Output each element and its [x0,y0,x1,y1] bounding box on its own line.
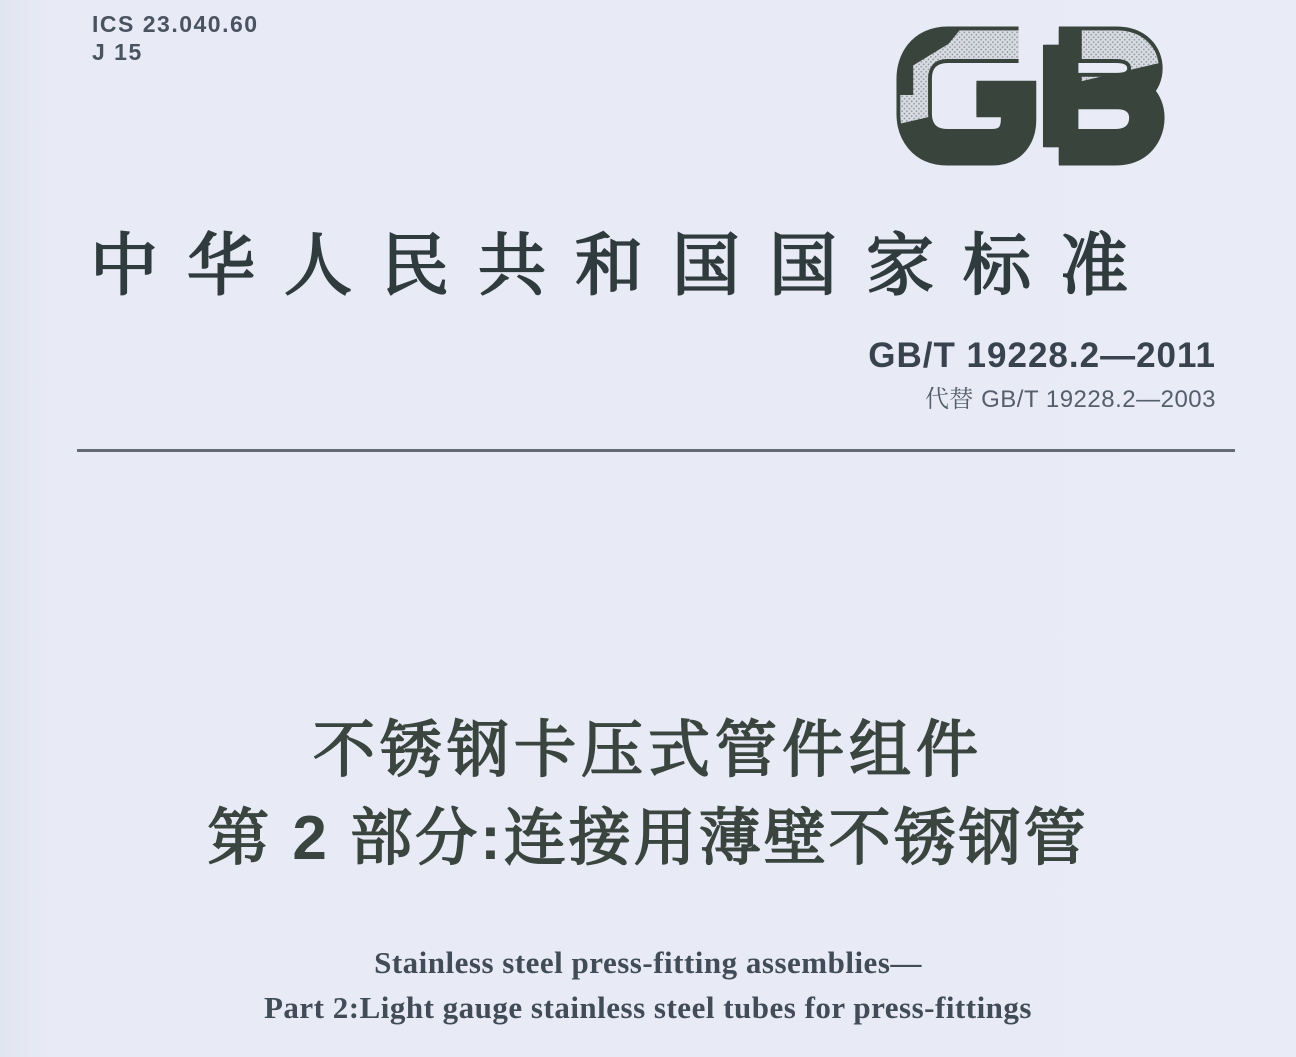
title-cn-line2: 第 2 部分:连接用薄壁不锈钢管 [207,804,1089,873]
title-en-line1: Stainless steel press-fitting assemblies— [374,945,922,980]
gb-logo-icon [896,26,1166,166]
classification-code: J 15 [92,39,143,65]
national-standard-heading: 中华人民共和国国家标准 [90,226,1158,306]
superseded-standard: 代替 GB/T 19228.2—2003 [924,386,1216,413]
standard-number: GB/T 19228.2—2011 [868,336,1216,375]
divider-rule [77,449,1235,452]
document-title-cn [0,716,1296,874]
title-cn-line1: 不锈钢卡压式管件组件 [312,716,983,785]
ics-code: ICS 23.040.60 [92,11,259,37]
standard-number-block [868,336,1216,414]
ics-block [92,10,259,66]
title-en-line2: Part 2:Light gauge stainless steel tubes for press-fittings [263,990,1032,1025]
document-title-en [0,940,1296,1030]
